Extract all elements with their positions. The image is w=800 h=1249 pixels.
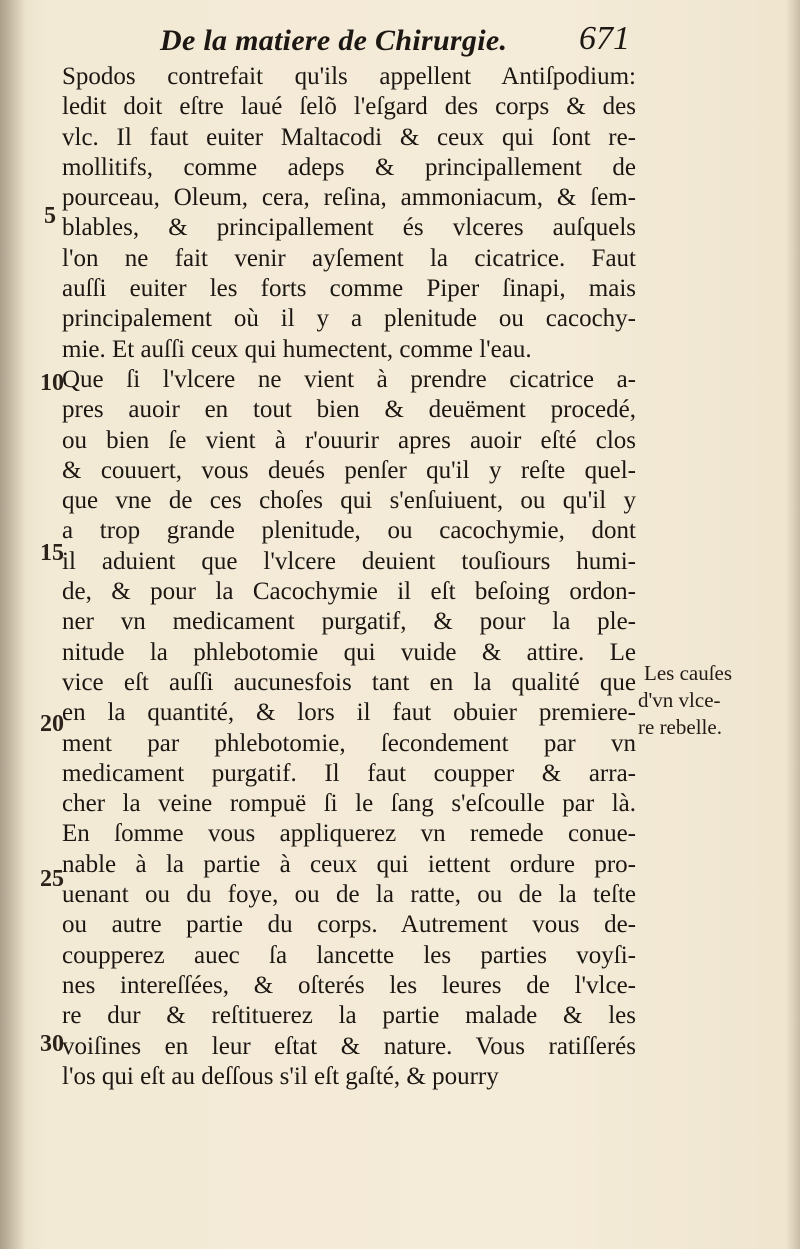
- text-line: ou autre partie du corps. Autrement vous de-: [62, 911, 636, 939]
- line-number-15: 15: [40, 540, 64, 566]
- line-number-20: 20: [40, 711, 64, 737]
- text-line: blables, & principallement és vlceres auſquels: [62, 214, 636, 242]
- text-line: a trop grande plenitude, ou cacochymie, dont: [62, 517, 636, 545]
- text-line: coupperez auec ſa lancette les parties voyſi-: [62, 941, 636, 969]
- text-line: vlc. Il faut euiter Maltacodi & ceux qui ſont re-: [62, 123, 636, 151]
- text-line: nes intereſſées, & oſterés les leures de l'vlce-: [62, 971, 636, 999]
- text-line: pourceau, Oleum, cera, reſina, ammoniacum, & ſem-: [62, 184, 636, 212]
- text-line: pres auoir en tout bien & deuëment procedé,: [62, 396, 636, 424]
- text-line: auſſi euiter les forts comme Piper ſinapi, mais: [62, 275, 636, 303]
- margin-note-line: Les cauſes: [644, 661, 733, 685]
- text-line: cher la veine rompuë ſi le ſang s'eſcoulle par là.: [62, 790, 636, 818]
- line-number-5: 5: [44, 203, 56, 229]
- line-number-30: 30: [40, 1031, 64, 1057]
- line-number-25: 25: [40, 866, 64, 892]
- text-line: ledit doit eſtre laué ſelõ l'eſgard des corps & des: [62, 93, 636, 121]
- text-line: vice eſt auſſi aucunesfois tant en la qualité que: [62, 668, 636, 696]
- text-line: en la quantité, & lors il faut obuier premiere-: [62, 699, 636, 727]
- line-number-column: [0, 0, 64, 1249]
- line-number-10: 10: [40, 370, 64, 396]
- text-line: ou bien ſe vient à r'ouurir apres auoir eſté clos: [62, 426, 636, 454]
- text-line: ment par phlebotomie, ſecondement par vn: [62, 729, 636, 757]
- margin-note: [638, 660, 788, 741]
- text-line: nitude la phlebotomie qui vuide & attire. Le: [62, 638, 636, 666]
- text-line: que vne de ces choſes qui s'enſuiuent, ou qu'il y: [62, 487, 636, 515]
- running-title: De la matiere de Chirurgie.: [160, 24, 508, 57]
- text-line: voiſines en leur eſtat & nature. Vous ratiſſerés: [62, 1032, 636, 1060]
- body-text: [62, 62, 636, 1092]
- text-line: l'on ne fait venir ayſement la cicatrice. Faut: [62, 244, 636, 272]
- text-line: Spodos contrefait qu'ils appellent Antiſpodium:: [62, 63, 636, 90]
- text-line: nable à la partie à ceux qui iettent ordure pro-: [62, 850, 636, 878]
- text-line: En ſomme vous appliquerez vn remede conue-: [62, 820, 636, 848]
- margin-note-line: d'vn vlce-: [638, 688, 721, 712]
- margin-note-line: re rebelle.: [638, 715, 722, 739]
- page-edge-shadow: [786, 0, 800, 1249]
- text-line: & couuert, vous deués penſer qu'il y reſte quel-: [62, 456, 636, 484]
- text-line: mie. Et auſſi ceux qui humectent, comme l'eau.: [62, 335, 532, 363]
- text-line: medicament purgatif. Il faut coupper & arra-: [62, 759, 636, 787]
- text-line: principalement où il y a plenitude ou cacochy-: [62, 305, 636, 333]
- text-line: re dur & reſtituerez la partie malade & les: [62, 1002, 636, 1030]
- text-line: il aduient que l'vlcere deuient touſiours humi-: [62, 547, 636, 575]
- text-line: l'os qui eſt au deſſous s'il eſt gaſté, & pourry: [62, 1062, 499, 1090]
- text-line: de, & pour la Cacochymie il eſt beſoing ordon-: [62, 578, 636, 606]
- text-line: mollitifs, comme adeps & principallement de: [62, 153, 636, 181]
- text-line: ner vn medicament purgatif, & pour la ple-: [62, 608, 636, 636]
- page-number: 671: [579, 20, 630, 57]
- text-line: Que ſi l'vlcere ne vient à prendre cicatrice a-: [62, 365, 636, 393]
- text-line: uenant ou du foye, ou de la ratte, ou de la teſte: [62, 881, 636, 909]
